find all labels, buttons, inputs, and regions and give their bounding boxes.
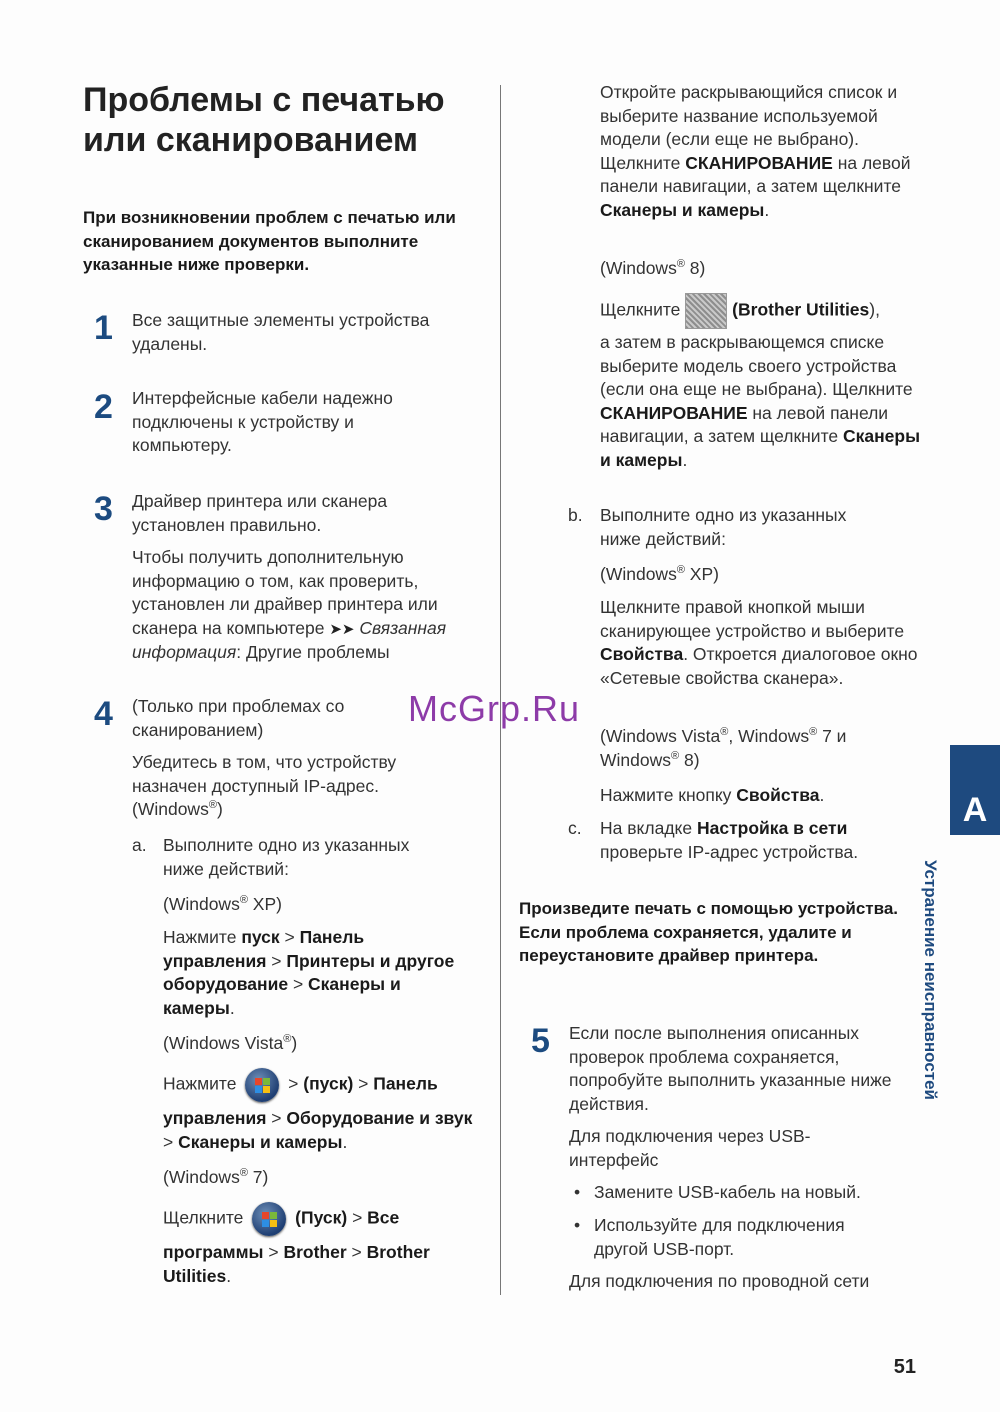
sub-b-vista-instructions: Нажмите кнопку Свойства. [600, 785, 825, 805]
windows-start-icon [245, 1068, 279, 1102]
sub-b-vista-heading: (Windows Vista®, Windows® 7 и Windows® 8) [600, 726, 847, 770]
page-number: 51 [893, 1356, 916, 1378]
step-number-1: 1 [94, 309, 113, 347]
step-number-4: 4 [94, 695, 113, 733]
intro-text: При возникновении проблем с печатью или сканированием документов выполните указанные ниже проверки. [83, 208, 456, 274]
sub-c-text: На вкладке Настройка в сети проверьте IP-адрес устройства. [600, 818, 859, 862]
step-3-more-info: Чтобы получить дополнительную информацию о том, как проверить, установлен ли драйвер принтера или сканера на компьютере ➤➤ Связанная информация: Другие проблемы [132, 547, 447, 662]
step-number-5: 5 [531, 1022, 550, 1060]
sub-a-win8-click: Щелкните (Brother Utilities), [600, 293, 930, 329]
related-info-link[interactable]: Связанная информация [132, 617, 447, 662]
chapter-tab-letter: A [962, 791, 988, 829]
step-2-text: Интерфейсные кабели надежно подключены к устройству и компьютеру. [132, 388, 393, 455]
bullet-icon: • [574, 1215, 581, 1235]
sub-a-win8-instructions: а затем в раскрывающемся списке выберите модель своего устройства (если она еще не выбрана). Щелкните СКАНИРОВАНИЕ на левой панели навигации, а затем щелкните Сканеры и камеры. [600, 332, 921, 470]
step-4-ip-note: Убедитесь в том, что устройству назначен доступный IP-адрес. (Windows®) [132, 752, 397, 819]
print-check-note: Произведите печать с помощью устройства. Если проблема сохраняется, удалите и переустановите драйвер принтера. [519, 899, 899, 965]
step-4-text: (Только при проблемах со сканированием) [132, 696, 345, 740]
step-1-text: Все защитные элементы устройства удалены. [132, 310, 430, 354]
sub-c-label: c. [568, 818, 582, 838]
step-5-wired-heading: Для подключения по проводной сети [569, 1271, 870, 1291]
watermark: McGrp.Ru [408, 688, 581, 729]
sub-a-win7-instructions: Щелкните (Пуск) > Все [163, 1202, 473, 1236]
sub-a-text: Выполните одно из указанных ниже действий: [163, 835, 410, 879]
brother-utilities-icon [685, 293, 727, 329]
step-number-2: 2 [94, 388, 113, 426]
sub-a-xp-heading: (Windows® XP) [163, 894, 282, 914]
step-3-text: Драйвер принтера или сканера установлен правильно. [132, 491, 388, 535]
windows-start-icon [252, 1202, 286, 1236]
sub-b-xp-heading: (Windows® XP) [600, 564, 719, 584]
sub-a-win8-heading: (Windows® 8) [600, 258, 706, 278]
sub-a-label: a. [132, 835, 147, 855]
sub-b-text: Выполните одно из указанных ниже действий: [600, 505, 847, 549]
sub-a-win7-continued: Откройте раскрывающийся список и выберите название используемой модели (если еще не выбрано). Щелкните СКАНИРОВАНИЕ на левой панели навигации, а затем щелкните Сканеры и камеры. [600, 82, 911, 220]
step-5-bullet-2: Используйте для подключения другой USB-порт. [594, 1215, 845, 1259]
sub-a-vista-instructions-cont: управления > Оборудование и звук > Сканеры и камеры. [163, 1108, 473, 1152]
sub-a-win7-heading: (Windows® 7) [163, 1167, 269, 1187]
chapter-tab-label: Устранение неисправностей [921, 859, 940, 1101]
sub-b-xp-instructions: Щелкните правой кнопкой мыши сканирующее устройство и выберите Свойства. Откроется диалоговое окно «Сетевые свойства сканера». [600, 597, 918, 688]
sub-a-vista-heading: (Windows Vista®) [163, 1033, 298, 1053]
step-number-3: 3 [94, 490, 113, 528]
step-5-text: Если после выполнения описанных проверок проблема сохраняется, попробуйте выполнить указанные ниже действия. [569, 1023, 892, 1114]
sub-a-win7-instructions-cont: программы > Brother > Brother Utilities. [163, 1242, 430, 1286]
step-5-bullet-1: Замените USB-кабель на новый. [594, 1182, 861, 1202]
step-5-usb-heading: Для подключения через USB-интерфейс [569, 1126, 811, 1170]
sub-a-xp-instructions: Нажмите пуск > Панель управления > Принтеры и другое оборудование > Сканеры и камеры. [163, 927, 455, 1018]
double-arrow-icon: ➤➤ [329, 620, 355, 638]
page-title: Проблемы с печатью или сканированием [83, 81, 445, 159]
sub-b-label: b. [568, 505, 583, 525]
sub-a-vista-instructions: Нажмите > (пуск) > Панель [163, 1068, 473, 1102]
bullet-icon: • [574, 1182, 581, 1202]
